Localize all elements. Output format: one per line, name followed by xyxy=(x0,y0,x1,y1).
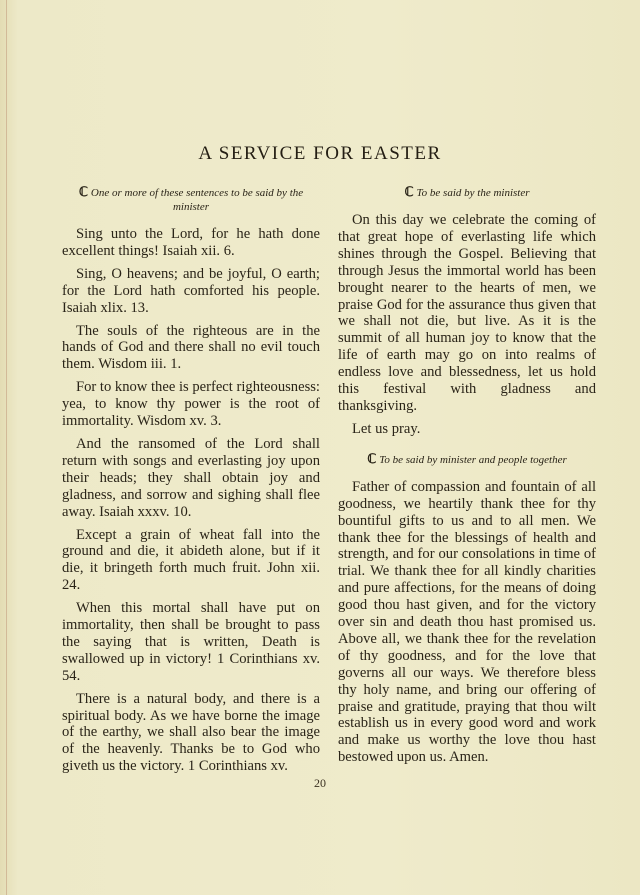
page-title: A SERVICE FOR EASTER xyxy=(198,143,442,164)
verse: For to know thee is perfect righteousness: yea, to know thy power is the root of immortality. Wisdom xv. 3. xyxy=(62,379,320,430)
right-rubric-minister xyxy=(338,185,596,200)
opening-address: On this day we celebrate the coming of that great hope of everlasting life which shines through the Gospel. Believing that through Jesus the immortal world has been brought nearer to the hearts of men, we praise God for the assurance thus given that we shall not die, but live. As it is the summit of all human joy to know that the life of earth may go on into realms of endless love and blessedness, let us hold this festival with gladness and thanksgiving. xyxy=(338,212,596,414)
verse: And the ransomed of the Lord shall return with songs and everlasting joy upon their heads; they shall obtain joy and gladness, and sorrow and sighing shall flee away. Isaiah xxxv. 10. xyxy=(62,435,320,520)
let-us-pray: Let us pray. xyxy=(352,420,421,437)
left-column xyxy=(62,185,320,781)
right-rubric-text: To be said by minister and people together xyxy=(379,453,567,466)
page-edge xyxy=(6,0,7,895)
left-rubric xyxy=(62,185,320,214)
paragraph-mark-icon: ℂ xyxy=(404,184,414,199)
verse: Sing, O heavens; and be joyful, O earth; for the Lord hath comforted his people. Isaiah xlix. 13. xyxy=(62,265,320,316)
right-rubric-text: To be said by the minister xyxy=(416,187,530,199)
verse: Sing unto the Lord, for he hath done excellent things! Isaiah xii. 6. xyxy=(62,226,320,259)
thanksgiving-prayer: Father of compassion and fountain of all goodness, we heartily thank thee for thy bountiful gifts to us and to all men. We thank thee for the blessings of health and strength, and for our consolations in time of trial. We thank thee for all kindly charities and pure affections, for the means of doing good thou hast given, and for the victory over sin and death thou hast promised us. Above all, we thank thee for the revelation of thy goodness, and for the love that governs all our ways. We therefore bless thy holy name, and bring our offering of praise and gratitude, praying that thou wilt establish us in every good word and work and make us worthy the love thou hast bestowed upon us. Amen. xyxy=(338,478,596,766)
paragraph-mark-icon: ℂ xyxy=(78,184,88,199)
verse: Except a grain of wheat fall into the ground and die, it abideth alone, but if it die, it bringeth forth much fruit. John xii. 24. xyxy=(62,526,320,594)
paragraph-mark-icon: ℂ xyxy=(367,450,377,466)
right-rubric-together xyxy=(338,452,596,467)
verse: When this mortal shall have put on immortality, then shall be brought to pass the saying that is written, Death is swallowed up in victory! 1 Corinthians xv. 54. xyxy=(62,600,320,684)
left-rubric-text: One or more of these sentences to be said by the minister xyxy=(90,187,304,213)
right-column xyxy=(338,185,596,772)
verse: The souls of the righteous are in the hands of God and there shall no evil touch them. Wisdom iii. 1. xyxy=(62,322,320,373)
page-number: 20 xyxy=(314,776,326,790)
verse: There is a natural body, and there is a spiritual body. As we have borne the image of the earthy, we shall also bear the image of the heavenly. Thanks be to God who giveth us the victory. 1 Corinthians xv. xyxy=(62,690,320,775)
